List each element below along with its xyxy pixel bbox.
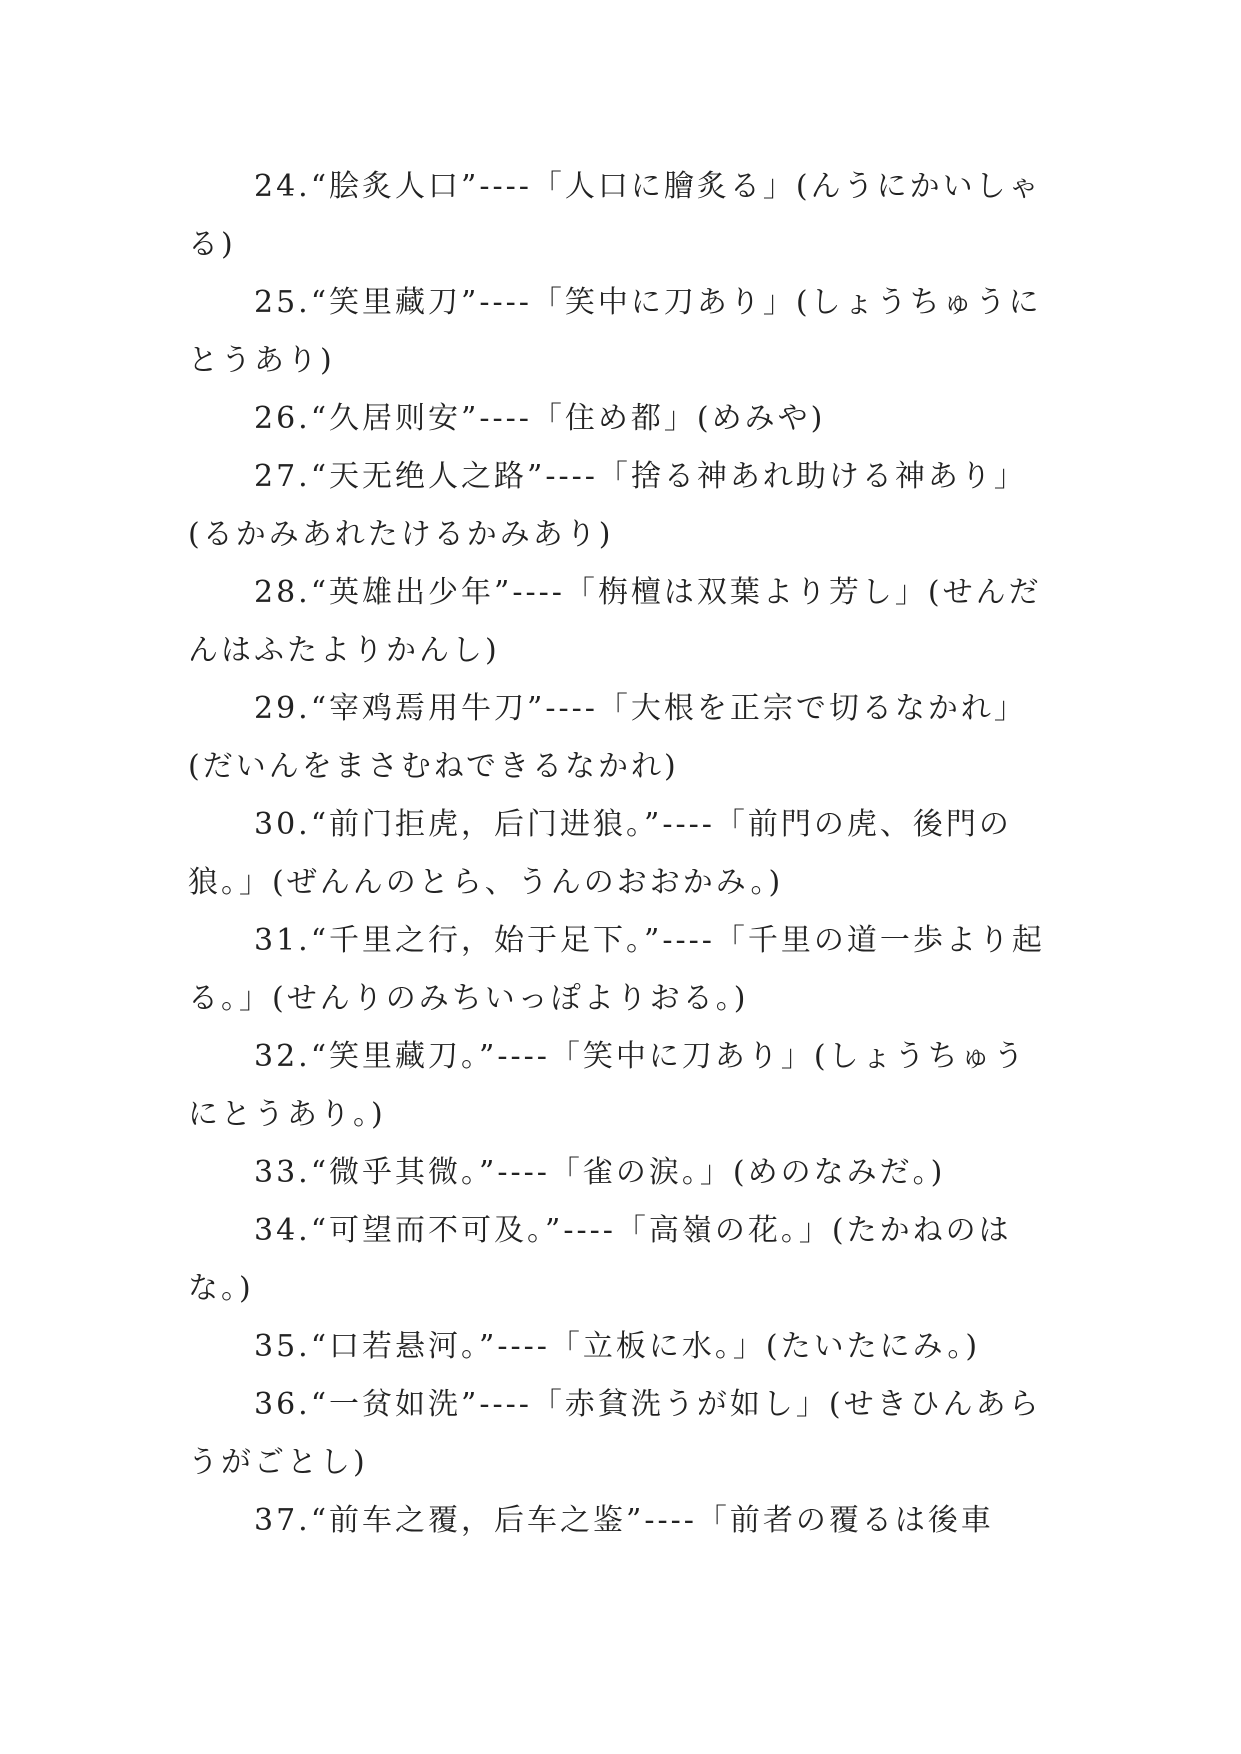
entry-34: 34.“可望而不可及。”----「高嶺の花。」(たかねのはな。) — [188, 1213, 1012, 1306]
entry-33: 33.“微乎其微。”----「雀の涙。」(めのなみだ。) — [254, 1155, 946, 1190]
entry-26: 26.“久居则安”----「住め都」(めみや) — [254, 401, 826, 436]
entry-37: 37.“前车之覆，后车之鉴”----「前者の覆るは後車 — [254, 1503, 994, 1538]
entry-30: 30.“前门拒虎，后门进狼。”----「前門の虎、後門の狼。」(ぜんんのとら、うんのおおかみ。) — [188, 807, 1012, 900]
entry-24: 24.“脍炙人口”----「人口に膾炙る」(んうにかいしゃる) — [188, 169, 1042, 262]
entry-32: 32.“笑里藏刀。”----「笑中に刀あり」(しょうちゅうにとうあり。) — [188, 1039, 1027, 1132]
entry-35: 35.“口若悬河。”----「立板に水。」(たいたにみ。) — [254, 1329, 981, 1364]
entry-29: 29.“宰鸡焉用牛刀”----「大根を正宗で切るなかれ」(だいんをまさむねできるなかれ) — [188, 691, 1027, 784]
document-page — [188, 158, 1056, 1550]
entry-25: 25.“笑里藏刀”----「笑中に刀あり」(しょうちゅうにとうあり) — [188, 285, 1042, 378]
entry-31: 31.“千里之行，始于足下。”----「千里の道一歩より起る。」(せんりのみちいっぽよりおる。) — [188, 923, 1045, 1016]
entry-36: 36.“一贫如洗”----「赤貧洗うが如し」(せきひんあらうがごとし) — [188, 1387, 1042, 1480]
entry-27: 27.“天无绝人之路”----「捨る神あれ助ける神あり」(るかみあれたけるかみあり) — [188, 459, 1027, 552]
entry-28: 28.“英雄出少年”----「栴檀は双葉より芳し」(せんだんはふたよりかんし) — [188, 575, 1042, 668]
